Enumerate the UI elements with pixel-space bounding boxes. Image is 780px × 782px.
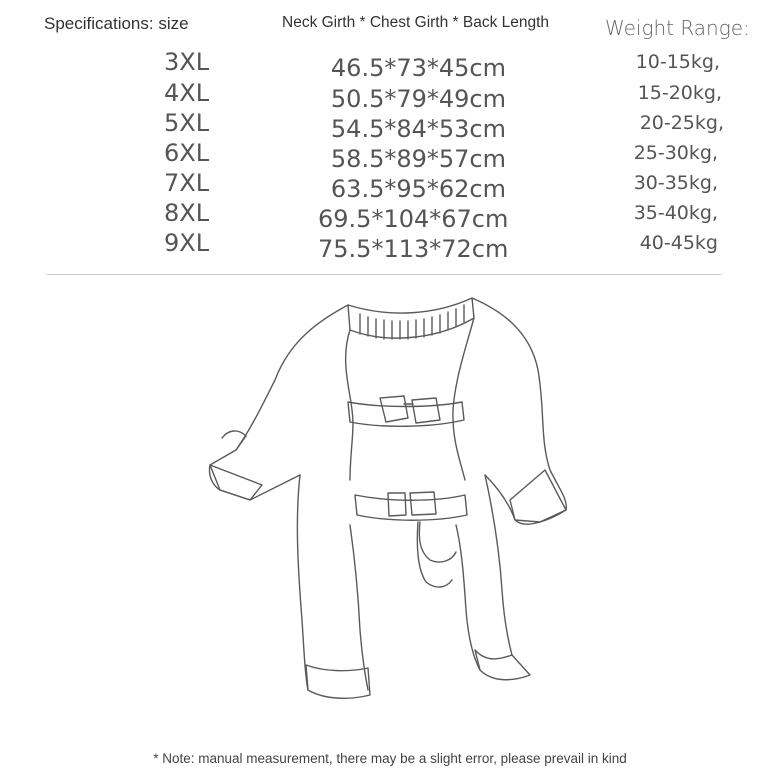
- weight-cell: 40-45kg: [639, 232, 718, 254]
- dimensions-cell: 63.5*95*62cm: [330, 175, 506, 203]
- weight-cell: 10-15kg,: [635, 51, 720, 73]
- size-cell: 7XL: [164, 169, 210, 197]
- size-row-4xl: [0, 79, 780, 113]
- size-cell: 9XL: [164, 229, 210, 257]
- dimensions-cell: 54.5*84*53cm: [330, 115, 506, 143]
- dimensions-cell: 58.5*89*57cm: [330, 145, 506, 173]
- dog-jumpsuit-outline-icon: [190, 290, 590, 720]
- size-row-7xl: [0, 169, 780, 203]
- size-row-8xl: [0, 199, 780, 233]
- dimensions-cell: 75.5*113*72cm: [318, 235, 509, 263]
- weight-cell: 25-30kg,: [633, 142, 718, 164]
- size-row-6xl: [0, 139, 780, 173]
- table-divider: [46, 274, 722, 275]
- size-row-9xl: [0, 229, 780, 263]
- weight-cell: 35-40kg,: [633, 202, 718, 224]
- dimensions-cell: 50.5*79*49cm: [330, 85, 506, 113]
- size-cell: 4XL: [164, 79, 210, 107]
- weight-cell: 30-35kg,: [633, 172, 718, 194]
- size-cell: 8XL: [164, 199, 210, 227]
- measurement-note: * Note: manual measurement, there may be a slight error, please prevail in kind: [153, 751, 627, 766]
- dimensions-cell: 69.5*104*67cm: [318, 205, 509, 233]
- size-cell: 6XL: [164, 139, 210, 167]
- size-column-header: Specifications: size: [44, 14, 189, 33]
- weight-column-header: Weight Range:: [605, 16, 750, 40]
- size-row-5xl: [0, 109, 780, 143]
- size-cell: 3XL: [164, 48, 210, 76]
- dimensions-column-header: Neck Girth * Chest Girth * Back Length: [282, 14, 550, 31]
- dimensions-cell: 46.5*73*45cm: [330, 54, 506, 82]
- weight-cell: 20-25kg,: [639, 112, 724, 134]
- weight-cell: 15-20kg,: [637, 82, 722, 104]
- size-cell: 5XL: [164, 109, 210, 137]
- size-row-3xl: [0, 48, 780, 82]
